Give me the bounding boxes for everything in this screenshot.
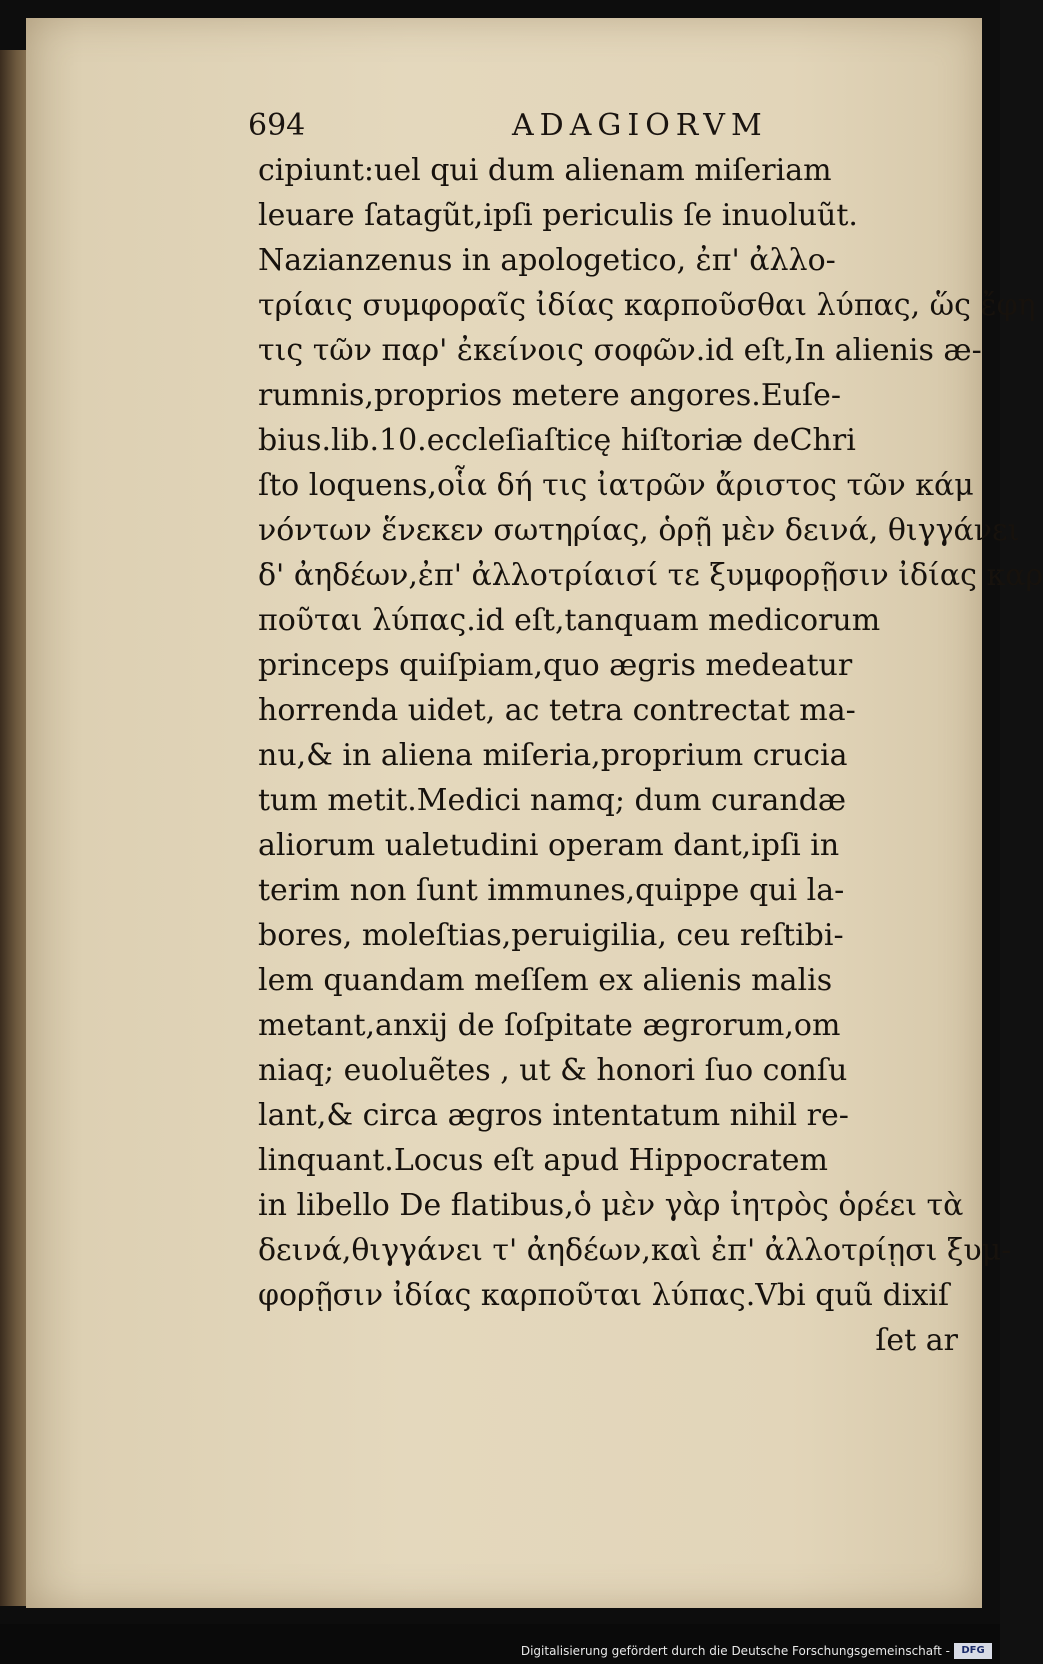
dfg-logo-icon: DFG [954,1643,992,1659]
text-line: bius.lib.10.eccleſiaſticę hiſtoriæ deChri [258,423,856,458]
text-line: aliorum ualetudini operam dant,ipſi in [258,828,840,863]
text-line: tum metit.Medici namq; dum curandæ [258,783,847,818]
body-text [258,148,1043,1363]
catchword: ſet ar [875,1323,958,1358]
text-line: Nazianzenus in apologetico, ἐπ' ἀλλο- [258,243,836,278]
digitization-credit: Digitalisierung gefördert durch die Deutsche Forschungsgemeinschaft - [520,1644,950,1658]
text-line: φορῇσιν ἰδίας καρποῦται λύπας.Vbi quũ dixiſ [258,1278,950,1313]
text-line: τρίαις συμφοραῖς ἰδίας καρποῦσθαι λύπας, ὥς ἔφη [258,288,1036,323]
text-line: metant,anxij de ſoſpitate ægrorum,om [258,1008,841,1043]
text-line: niaq; euoluẽtes , ut & honori ſuo conſu [258,1053,848,1088]
text-line: δ' ἀηδέων,ἐπ' ἀλλοτρίαισί τε ξυμφορῇσιν ἰδίας καρ [258,558,1043,593]
text-line: lant,& circa ægros intentatum nihil re- [258,1098,849,1133]
text-line: leuare ſatagũt,ipſi periculis ſe inuoluũt. [258,198,858,233]
text-line: princeps quiſpiam,quo ægris medeatur [258,648,853,683]
text-line: rumnis,proprios metere angores.Euſe- [258,378,842,413]
text-line: cipiunt:uel qui dum alienam miſeriam [258,153,832,188]
running-head: ADAGIORVM [512,108,768,143]
text-line: in libello De flatibus,ὁ μὲν γὰρ ἰητρὸς ὁρέει τὰ [258,1188,964,1223]
text-line: ποῦται λύπας.id eſt,tanquam medicorum [258,603,881,638]
text-line: τις τῶν παρ' ἐκείνοις σοφῶν.id eſt,In alienis æ- [258,333,982,368]
text-line: ſto loquens,οἷα δή τις ἰατρῶν ἄριστος τῶν κάμ [258,468,974,503]
text-line: terim non ſunt immunes,quippe qui la- [258,873,845,908]
text-line: lem quandam meſſem ex alienis malis [258,963,833,998]
text-line: linquant.Locus eſt apud Hippocratem [258,1143,828,1178]
page-number: 694 [248,108,306,143]
text-line: νόντων ἕνεκεν σωτηρίας, ὁρῇ μὲν δεινά, θιγγάνει [258,513,1020,548]
text-line: δεινά,θιγγάνει τ' ἀηδέων,καὶ ἐπ' ἀλλοτρίῃσι ξυμ- [258,1233,1012,1268]
text-line: horrenda uidet, ac tetra contrectat ma- [258,693,856,728]
text-line: bores, moleſtias,peruigilia, ceu reſtibi- [258,918,844,953]
text-line: nu,& in aliena miſeria,proprium crucia [258,738,848,773]
